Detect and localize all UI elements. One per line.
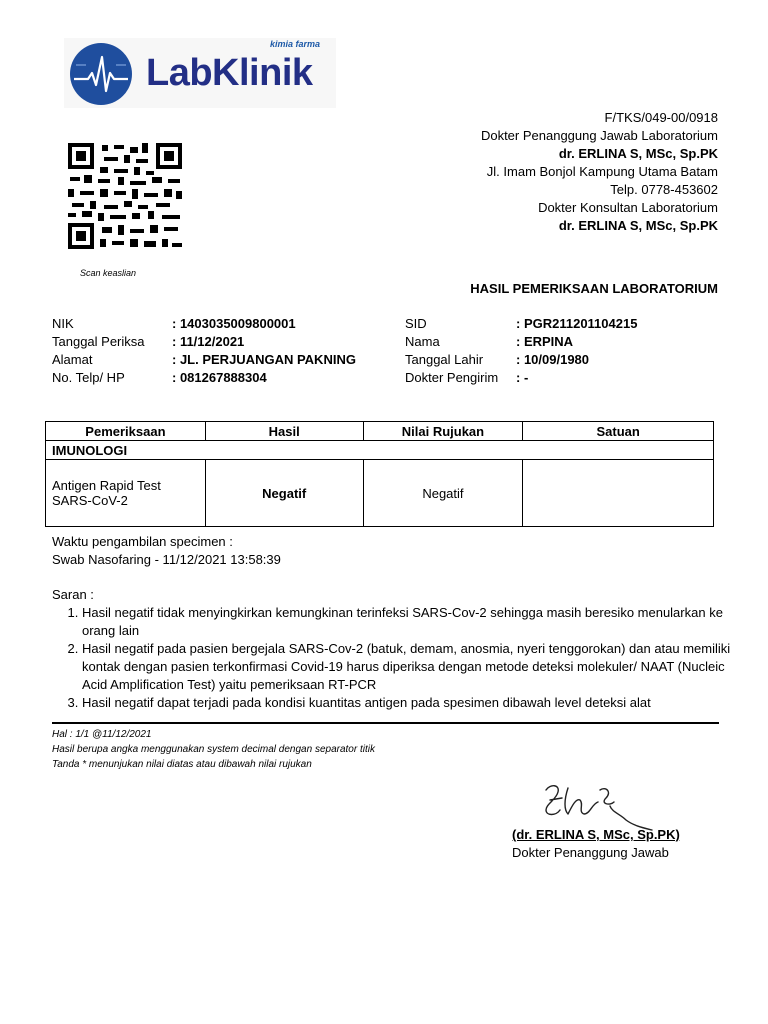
- patient-value: : -: [516, 370, 529, 385]
- saran-title: Saran :: [52, 587, 94, 602]
- reference-cell: Negatif: [363, 460, 523, 527]
- report-title: HASIL PEMERIKSAAN LABORATORIUM: [470, 281, 718, 296]
- patient-value: : 10/09/1980: [516, 352, 590, 367]
- header-line: dr. ERLINA S, MSc, Sp.PK: [558, 218, 718, 233]
- header-nilai-rujukan: Nilai Rujukan: [363, 422, 523, 441]
- kimia-farma-brand: kimia farma: [270, 39, 321, 49]
- patient-label: Alamat: [52, 352, 93, 367]
- result-cell: Negatif: [205, 460, 363, 527]
- footer-note-page: Hal : 1/1 @11/12/2021: [52, 729, 152, 740]
- patient-label: SID: [405, 316, 427, 331]
- footer-note-asterisk: Tanda * menunjukan nilai diatas atau dibawah nilai rujukan: [52, 759, 312, 770]
- scan-caption: Scan keaslian: [80, 268, 137, 278]
- lab-header-info: [481, 127, 718, 235]
- unit-cell: [523, 460, 714, 527]
- header-line: Jl. Imam Bonjol Kampung Utama Batam: [486, 164, 718, 179]
- qr-code-icon: [68, 143, 182, 249]
- patient-value: : ERPINA: [516, 334, 574, 349]
- category-label: IMUNOLOGI: [46, 441, 714, 460]
- header-satuan: Satuan: [523, 422, 714, 441]
- patient-label: Tanggal Lahir: [405, 352, 484, 367]
- results-table: [45, 421, 714, 527]
- header-line: Telp. 0778-453602: [610, 182, 718, 197]
- header-pemeriksaan: Pemeriksaan: [46, 422, 206, 441]
- table-row: [46, 460, 714, 527]
- patient-value: : PGR211201104215: [516, 316, 638, 331]
- specimen-label: Waktu pengambilan specimen :: [52, 534, 233, 549]
- test-name-line1: Antigen Rapid Test: [52, 478, 161, 493]
- patient-label: No. Telp/ HP: [52, 370, 125, 385]
- header-line: dr. ERLINA S, MSc, Sp.PK: [558, 146, 718, 161]
- header-line: Dokter Penanggung Jawab Laboratorium: [480, 128, 718, 143]
- header-hasil: Hasil: [205, 422, 363, 441]
- footer-note-decimal: Hasil berupa angka menggunakan system decimal dengan separator titik: [52, 744, 375, 755]
- patient-label: NIK: [52, 316, 74, 331]
- patient-value: : JL. PERJUANGAN PAKNING: [172, 352, 356, 367]
- separator-line: [52, 722, 719, 724]
- specimen-value: Swab Nasofaring - 11/12/2021 13:58:39: [52, 552, 281, 567]
- category-row: [46, 441, 714, 460]
- test-name-line2: SARS-CoV-2: [52, 493, 128, 508]
- patient-value: : 081267888304: [172, 370, 267, 385]
- patient-label: Dokter Pengirim: [405, 370, 499, 385]
- signature-name: (dr. ERLINA S, MSc, Sp.PK): [512, 827, 680, 842]
- form-code: F/TKS/049-00/0918: [604, 110, 718, 125]
- list-item: 3. Hasil negatif dapat terjadi pada kondisi kuantitas antigen pada spesimen dibawah level deteksi alat: [82, 694, 752, 712]
- patient-label: Tanggal Periksa: [52, 334, 145, 349]
- table-header-row: [46, 422, 714, 441]
- list-item: 2. Hasil negatif pada pasien bergejala SARS-Cov-2 (batuk, demam, anosmia, nyeri tenggorokan) dan atau memiliki kontak dengan pasien terkonfirmasi Covid-19 harus diperiksa dengan metode deteksi molekuler/ NAAT (Nucleic Acid Amplification Test) yaitu pemeriksaan RT-PCR: [82, 640, 752, 694]
- header-line: Dokter Konsultan Laboratorium: [538, 200, 718, 215]
- heartbeat-logo-icon: [70, 43, 132, 105]
- signature-role: Dokter Penanggung Jawab: [512, 845, 669, 860]
- test-name-cell: [46, 460, 206, 527]
- labklinik-logo-text: LabKlinik: [146, 52, 313, 94]
- patient-value: : 1403035009800001: [172, 316, 296, 331]
- list-item: 1. Hasil negatif tidak menyingkirkan kemungkinan terinfeksi SARS-Cov-2 sehingga masih beresiko menularkan ke orang lain: [82, 604, 752, 640]
- saran-list: [52, 604, 752, 712]
- patient-label: Nama: [405, 334, 440, 349]
- patient-value: : 11/12/2021: [172, 334, 245, 349]
